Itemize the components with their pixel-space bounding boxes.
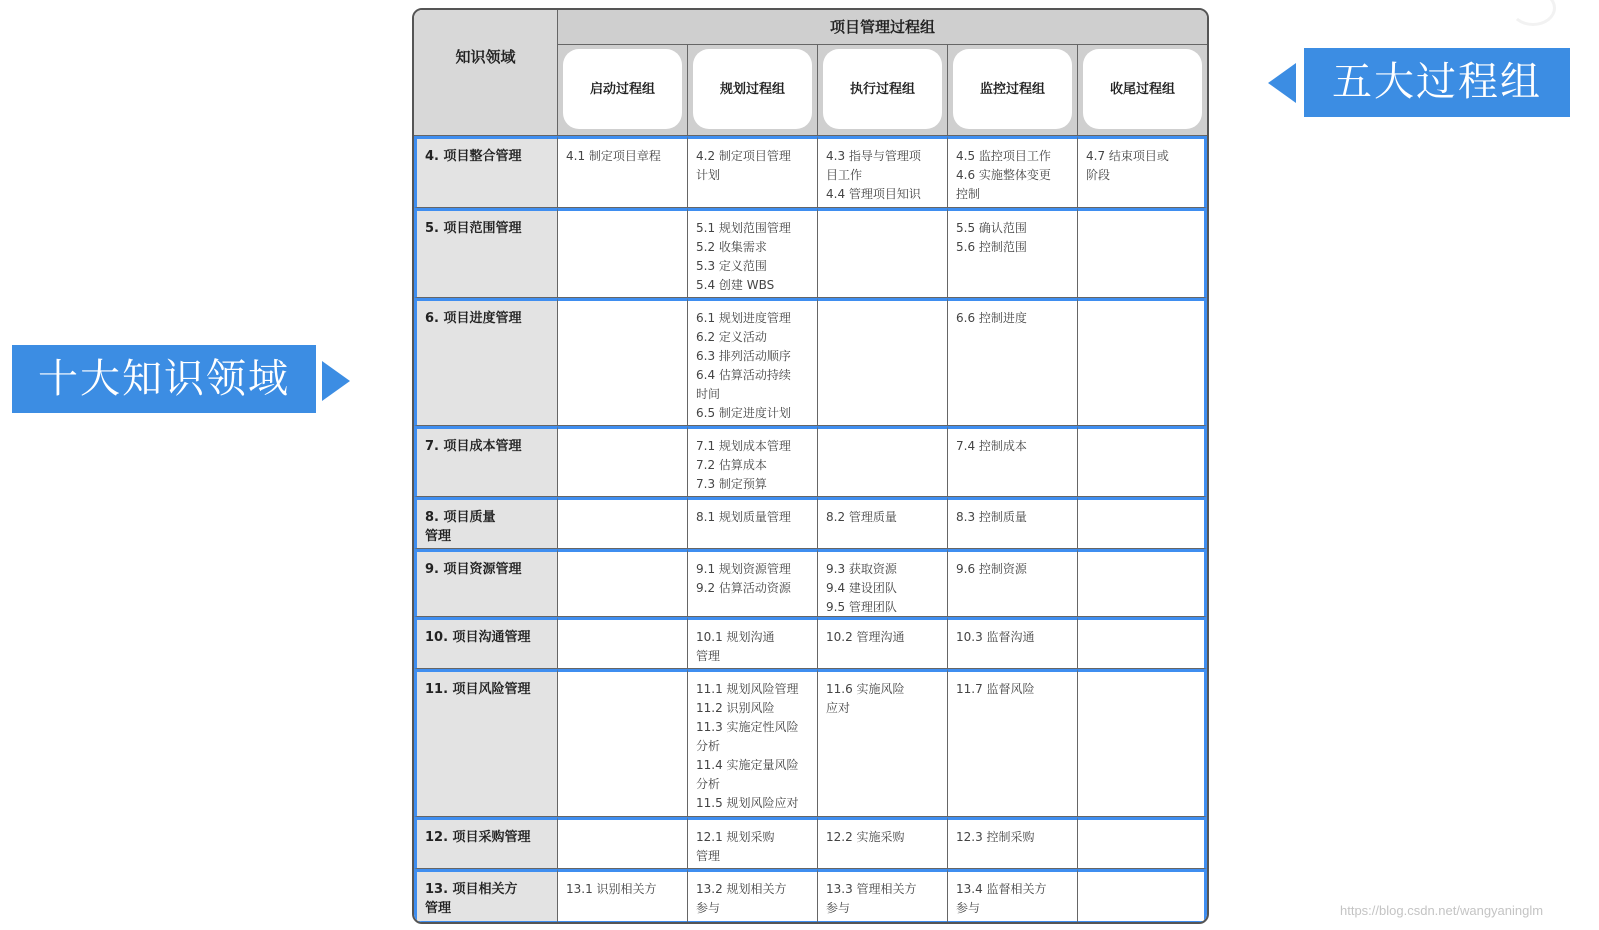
process-knowledge-table: [412, 8, 1209, 924]
process-cell-executing: 8.2 管理质量: [818, 497, 948, 549]
process-cell-closing: [1078, 669, 1207, 817]
process-cell-initiating: [558, 617, 688, 669]
process-cell-monitoring: 13.4 监督相关方 参与: [948, 869, 1078, 924]
process-cell-planning: 4.2 制定项目管理 计划: [688, 136, 818, 208]
process-cell-executing: [818, 426, 948, 497]
process-cell-closing: [1078, 617, 1207, 669]
process-cell-executing: 12.2 实施采购: [818, 817, 948, 869]
process-cell-planning: 8.1 规划质量管理: [688, 497, 818, 549]
group-header-label: 执行过程组: [823, 49, 942, 129]
knowledge-area-cell: 11. 项目风险管理: [414, 669, 558, 817]
process-cell-planning: 13.2 规划相关方 参与: [688, 869, 818, 924]
logo-icon: [1510, 0, 1556, 26]
group-header-monitoring: [948, 45, 1078, 136]
knowledge-area-cell: 5. 项目范围管理: [414, 208, 558, 298]
process-cell-monitoring: 5.5 确认范围 5.6 控制范围: [948, 208, 1078, 298]
process-cell-monitoring: 11.7 监督风险: [948, 669, 1078, 817]
process-cell-closing: [1078, 869, 1207, 924]
knowledge-area-cell: 4. 项目整合管理: [414, 136, 558, 208]
process-cell-executing: [818, 298, 948, 426]
process-cell-monitoring: 6.6 控制进度: [948, 298, 1078, 426]
process-cell-closing: [1078, 497, 1207, 549]
process-groups-callout: 五大过程组: [1304, 48, 1570, 117]
process-cell-initiating: [558, 497, 688, 549]
process-cell-closing: [1078, 426, 1207, 497]
group-header-label: 监控过程组: [953, 49, 1072, 129]
process-cell-initiating: [558, 208, 688, 298]
process-cell-initiating: 13.1 识别相关方: [558, 869, 688, 924]
group-header-initiating: [558, 45, 688, 136]
group-header-label: 收尾过程组: [1083, 49, 1202, 129]
process-cell-monitoring: 10.3 监督沟通: [948, 617, 1078, 669]
process-cell-executing: 9.3 获取资源 9.4 建设团队 9.5 管理团队: [818, 549, 948, 617]
process-cell-closing: [1078, 549, 1207, 617]
process-cell-monitoring: 4.5 监控项目工作 4.6 实施整体变更 控制: [948, 136, 1078, 208]
group-header-planning: [688, 45, 818, 136]
group-header-executing: [818, 45, 948, 136]
process-cell-monitoring: 12.3 控制采购: [948, 817, 1078, 869]
process-cell-initiating: 4.1 制定项目章程: [558, 136, 688, 208]
group-header-label: 启动过程组: [563, 49, 682, 129]
process-cell-planning: 9.1 规划资源管理 9.2 估算活动资源: [688, 549, 818, 617]
process-cell-closing: [1078, 298, 1207, 426]
arrow-right-icon: [322, 361, 350, 401]
arrow-left-icon: [1268, 63, 1296, 103]
process-cell-executing: 13.3 管理相关方 参与: [818, 869, 948, 924]
group-header-closing: [1078, 45, 1207, 136]
process-cell-monitoring: 7.4 控制成本: [948, 426, 1078, 497]
knowledge-area-cell: 10. 项目沟通管理: [414, 617, 558, 669]
process-groups-header: 项目管理过程组: [558, 10, 1207, 45]
process-cell-closing: [1078, 208, 1207, 298]
knowledge-area-header: 知识领域: [414, 10, 558, 136]
process-cell-executing: [818, 208, 948, 298]
knowledge-area-cell: 12. 项目采购管理: [414, 817, 558, 869]
process-cell-monitoring: 8.3 控制质量: [948, 497, 1078, 549]
process-cell-planning: 7.1 规划成本管理 7.2 估算成本 7.3 制定预算: [688, 426, 818, 497]
watermark-url: https://blog.csdn.net/wangyaninglm: [1340, 903, 1544, 918]
knowledge-area-cell: 13. 项目相关方 管理: [414, 869, 558, 924]
knowledge-area-cell: 9. 项目资源管理: [414, 549, 558, 617]
knowledge-area-cell: 8. 项目质量 管理: [414, 497, 558, 549]
process-cell-executing: 11.6 实施风险 应对: [818, 669, 948, 817]
process-cell-executing: 4.3 指导与管理项 目工作 4.4 管理项目知识: [818, 136, 948, 208]
process-cell-closing: 4.7 结束项目或 阶段: [1078, 136, 1207, 208]
process-cell-monitoring: 9.6 控制资源: [948, 549, 1078, 617]
process-cell-initiating: [558, 549, 688, 617]
process-cell-closing: [1078, 817, 1207, 869]
process-cell-executing: 10.2 管理沟通: [818, 617, 948, 669]
process-cell-initiating: [558, 426, 688, 497]
process-cell-initiating: [558, 817, 688, 869]
process-cell-initiating: [558, 669, 688, 817]
process-cell-planning: 5.1 规划范围管理 5.2 收集需求 5.3 定义范围 5.4 创建 WBS: [688, 208, 818, 298]
knowledge-areas-callout: 十大知识领域: [12, 345, 316, 413]
knowledge-area-cell: 6. 项目进度管理: [414, 298, 558, 426]
process-cell-planning: 12.1 规划采购 管理: [688, 817, 818, 869]
process-cell-planning: 10.1 规划沟通 管理: [688, 617, 818, 669]
knowledge-area-cell: 7. 项目成本管理: [414, 426, 558, 497]
process-cell-initiating: [558, 298, 688, 426]
group-header-label: 规划过程组: [693, 49, 812, 129]
process-cell-planning: 11.1 规划风险管理 11.2 识别风险 11.3 实施定性风险 分析 11.4 实施定量风险 分析 11.5 规划风险应对: [688, 669, 818, 817]
process-cell-planning: 6.1 规划进度管理 6.2 定义活动 6.3 排列活动顺序 6.4 估算活动持续 时间 6.5 制定进度计划: [688, 298, 818, 426]
